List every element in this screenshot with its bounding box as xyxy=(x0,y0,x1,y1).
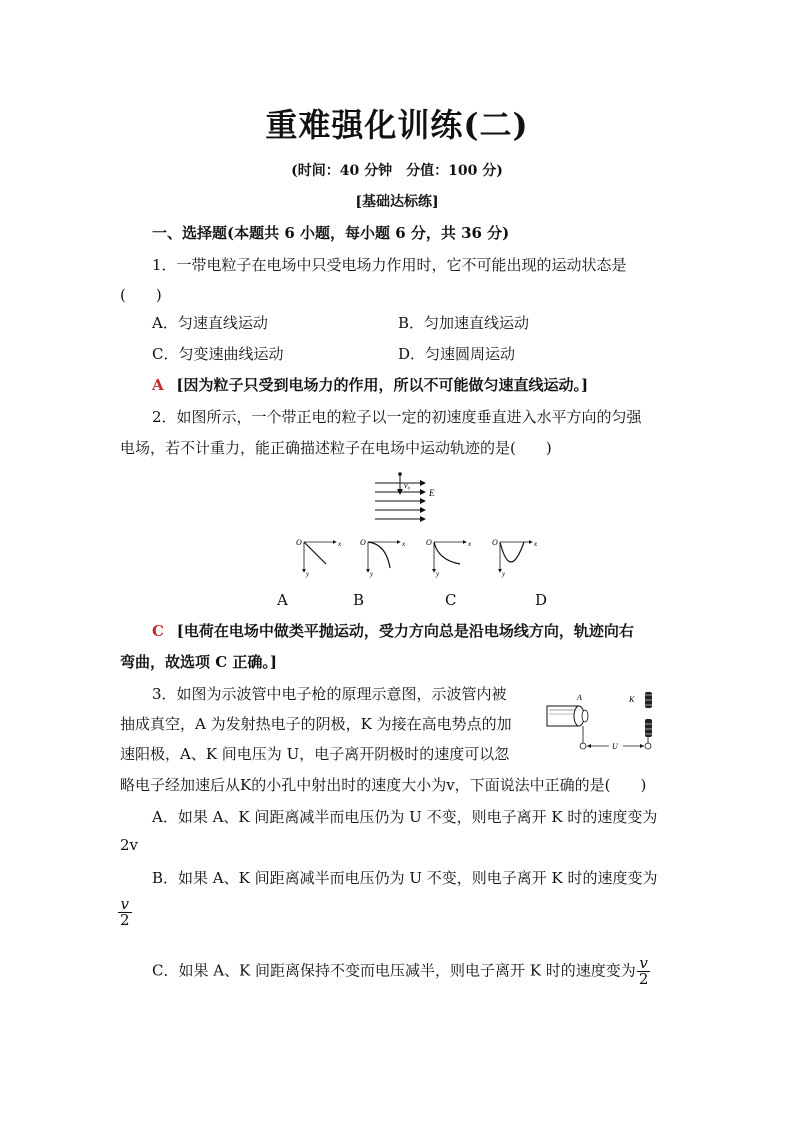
q2-explanation-line2: 弯曲，故选项 C 正确。] xyxy=(120,653,277,671)
terminal-right xyxy=(645,743,651,749)
q2-explanation-line1: [电荷在电场中做类平抛运动，受力方向总是沿电场线方向，轨迹向右 xyxy=(176,622,634,640)
q1-option-b: B．匀加速直线运动 xyxy=(398,314,530,332)
trajectory-d xyxy=(500,542,524,562)
q3-option-c-denominator: 2 xyxy=(638,970,649,988)
part-heading: 一、选择题(本题共 6 小题，每小题 6 分，共 36 分) xyxy=(152,224,510,242)
electric-field-figure xyxy=(370,470,450,525)
q3-stem-line2: 抽成真空，A 为发射热电子的阴极，K 为接在高电势点的加 xyxy=(120,715,512,733)
trajectory-options xyxy=(290,536,550,581)
svg-text:y: y xyxy=(306,570,310,578)
field-e-label: E xyxy=(429,488,435,498)
particle-dot xyxy=(398,472,402,476)
q2-answer-line xyxy=(152,620,634,641)
section-heading: [基础达标练] xyxy=(355,194,439,210)
svg-text:O: O xyxy=(296,538,302,547)
graph-label-d: D xyxy=(535,591,548,609)
svg-text:y: y xyxy=(370,570,374,578)
q1-explanation: [因为粒子只受到电场力的作用，所以不可能做匀速直线运动。] xyxy=(176,376,589,394)
svg-text:O: O xyxy=(360,538,366,547)
q3-option-b-fraction xyxy=(118,897,132,928)
trajectory-c xyxy=(434,542,460,564)
electron-gun-figure xyxy=(543,688,663,756)
q3-option-b-denominator: 2 xyxy=(120,911,130,929)
q3-option-a-line1: A．如果 A、K 间距离减半而电压仍为 U 不变，则电子离开 K 时的速度变为 xyxy=(152,808,658,826)
q2-answer: C xyxy=(152,622,164,640)
q2-stem-line2: 电场，若不计重力，能正确描述粒子在电场中运动轨迹的是( ) xyxy=(120,439,552,457)
svg-text:x: x xyxy=(534,540,538,548)
voltage-u-label: U xyxy=(612,742,618,751)
cathode-a-label: A xyxy=(577,693,582,702)
q3-option-c xyxy=(152,956,650,987)
q3-option-b-numerator: v xyxy=(118,897,132,913)
graph-label-c: C xyxy=(445,591,457,609)
q3-stem-line1: 3．如图为示波管中电子枪的原理示意图，示波管内被 xyxy=(152,685,507,703)
graph-d xyxy=(492,538,538,578)
q1-option-c: C．匀变速曲线运动 xyxy=(152,345,284,363)
svg-text:y: y xyxy=(436,570,440,578)
q3-option-a-line2: 2v xyxy=(120,836,139,854)
graph-label-b: B xyxy=(353,591,365,609)
q1-answer: A xyxy=(152,376,164,394)
svg-text:O: O xyxy=(426,538,432,547)
anode-k-label: K xyxy=(629,695,635,704)
exam-meta: (时间：40 分钟 分值：100 分) xyxy=(291,163,503,179)
q1-stem-line2: ( ) xyxy=(120,286,162,304)
terminal-left xyxy=(580,743,586,749)
trajectory-b xyxy=(368,542,390,568)
page-title: 重难强化训练(二) xyxy=(265,106,529,144)
svg-text:x: x xyxy=(468,540,472,548)
graph-label-a: A xyxy=(277,591,288,609)
q1-stem-line1: 1．一带电粒子在电场中只受电场力作用时，它不可能出现的运动状态是 xyxy=(152,256,627,274)
q3-option-c-numerator: v xyxy=(637,956,651,972)
svg-text:x: x xyxy=(338,540,342,548)
q1-option-d: D．匀速圆周运动 xyxy=(398,345,516,363)
q3-option-c-text: C．如果 A、K 间距离保持不变而电压减半，则电子离开 K 时的速度变为 xyxy=(152,961,636,980)
q1-option-a: A．匀速直线运动 xyxy=(152,314,268,332)
svg-text:y: y xyxy=(502,570,506,578)
trajectory-a xyxy=(304,542,326,564)
v0-label: v₀ xyxy=(404,481,411,490)
q3-option-b-line1: B．如果 A、K 间距离减半而电压仍为 U 不变，则电子离开 K 时的速度变为 xyxy=(152,869,658,887)
q1-answer-line xyxy=(152,374,588,395)
svg-text:O: O xyxy=(492,538,498,547)
svg-text:x: x xyxy=(402,540,406,548)
graph-a xyxy=(296,538,342,578)
q3-stem-line3: 速阳极，A、K 间电压为 U，电子离开阴极时的速度可以忽 xyxy=(120,745,510,763)
q3-stem-line4: 略电子经加速后从K的小孔中射出时的速度大小为v，下面说法中正确的是( ) xyxy=(120,776,647,794)
graph-c xyxy=(426,538,472,578)
graph-b xyxy=(360,538,406,578)
q2-stem-line1: 2．如图所示，一个带正电的粒子以一定的初速度垂直进入水平方向的匀强 xyxy=(152,408,642,426)
